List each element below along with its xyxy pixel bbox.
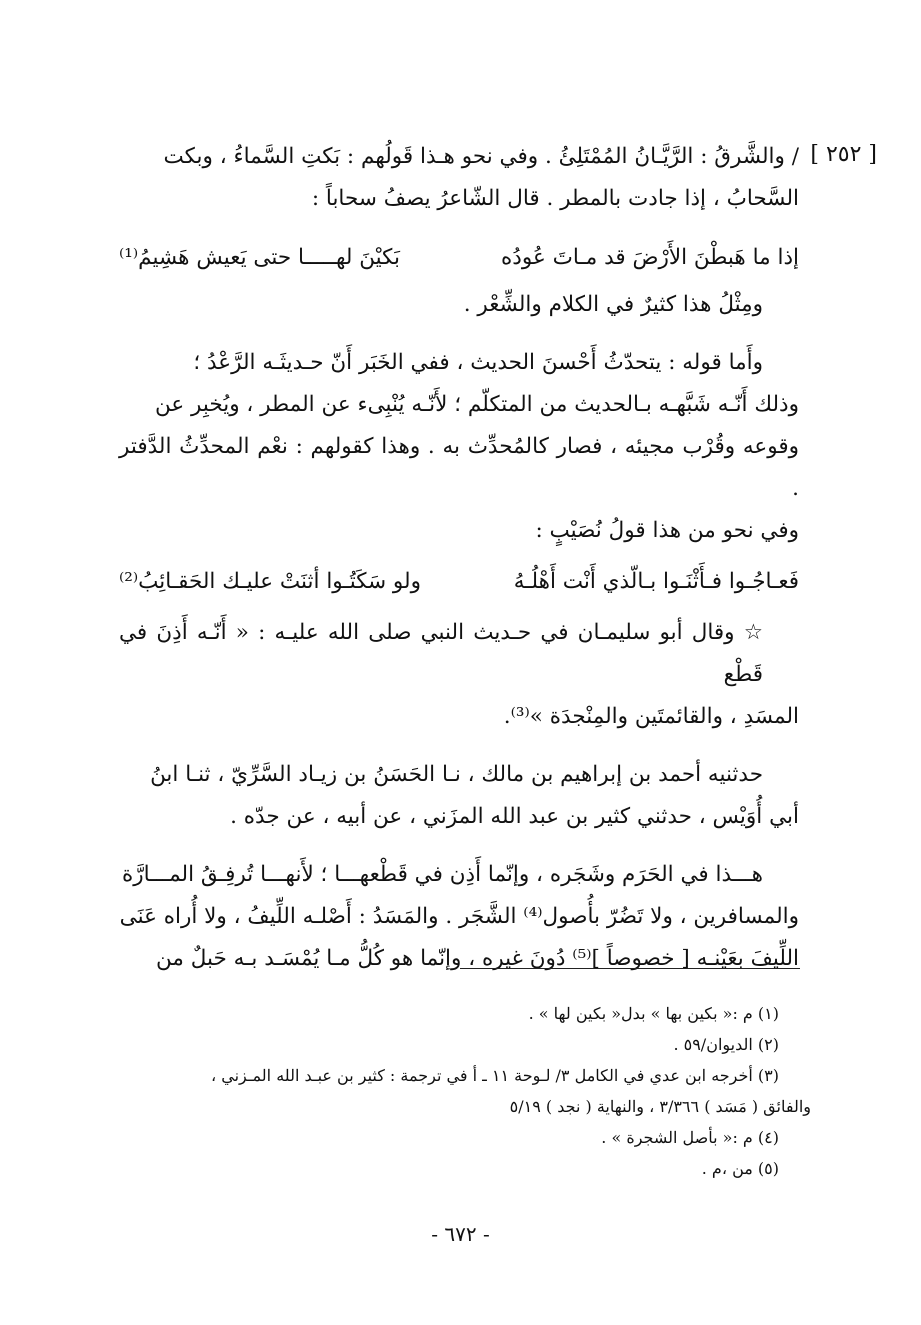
- footnote-continuation: والفائق ( مَسَد ) ٣/٣٦٦ ، والنهاية ( نجد ) ٥/١٩: [509, 1097, 811, 1116]
- original-page-marker: [ ٢٥٢ ]: [810, 142, 877, 167]
- footnote: (٤) م :« بأصل الشجرة » .: [601, 1128, 779, 1147]
- body-line: وفي نحو من هذا قولُ نُصَيْبٍ :: [535, 518, 799, 543]
- body-line: ☆ وقال أبو سليمـان في حـديث النبي صلى الله عليـه : « أَنّـه أَذِنَ في قَطْع: [119, 620, 763, 687]
- body-line: السَّحابُ ، إذا جادت بالمطر . قال الشّاعرُ يصفُ سحاباً :: [311, 186, 799, 211]
- body-line: أبي أُوَيْس ، حدثني كثير بن عبد الله المزَني ، عن أبيه ، عن جدّه .: [230, 804, 799, 829]
- body-line: هـــذا في الحَرَم وشَجَره ، وإنّما أَذِن في قَطْعهـــا ؛ لأَنهـــا تُرفِـقُ المـــارَّة: [122, 862, 763, 887]
- body-line: والمسافرين ، ولا تَضُرّ بأُصول⁽⁴⁾ الشَّجَر . والمَسَدُ : أَصْلـه اللِّيفُ ، ولا أُراه عَنَى: [119, 904, 799, 929]
- verse-second-hemistich: بَكيْنَ لهـــــا حتى يَعيش هَشِيمُ⁽¹⁾: [119, 245, 401, 270]
- verse-first-hemistich: إذا ما هَبطْنَ الأَرْضَ قد مـاتَ عُودُه: [501, 245, 799, 270]
- footnote-separator: [460, 968, 800, 969]
- footnote: (١) م :« بكين بها » بدل« بكين لها » .: [528, 1004, 779, 1023]
- verse-first-hemistich: فَعـاجُـوا فـأَثْنَـوا بـالّذي أَنْت أَهْلُـهُ: [513, 569, 799, 594]
- verse-second-hemistich: ولو سَكَتُـوا أثنَتْ عليـك الحَقـائِبُ⁽²⁾: [119, 569, 421, 594]
- body-line: / والشَّرقُ : الرَّيَّـانُ المُمْتَلِئُ . وفي نحو هـذا قَولُهم : بَكتِ السَّماءُ ، وبكت: [163, 144, 799, 169]
- poetry-verse: [119, 236, 799, 280]
- body-line: وقوعه وقُرْب مجيئه ، فصار كالمُحدِّث به . وهذا كقولهم : نعْم المحدِّثُ الدَّفتر .: [119, 434, 799, 501]
- body-line: اللِّيفَ بعَيْنـه [ خصوصاً ]⁽⁵⁾ دُونَ غيره ، وإنّما هو كُلُّ مـا يُمْسَـد بـه حَبلٌ من: [155, 946, 799, 971]
- body-line: وأَما قوله : يتحدّثُ أَحْسنَ الحديث ، ففي الخَبَر أَنّ حـديثَـه الرَّعْدُ ؛: [193, 350, 763, 375]
- footnote: (٥) من ،م .: [701, 1159, 779, 1178]
- page-number: - ٦٧٢ -: [431, 1222, 490, 1246]
- main-text: [119, 136, 799, 980]
- poetry-verse: [119, 560, 799, 604]
- footnotes: [107, 998, 811, 1184]
- body-line: وذلك أَنّـه شَبَّهـه بـالحديث من المتكلّم ؛ لأَنّـه يُنْبِىء عن المطر ، ويُخبِر عن: [154, 392, 799, 417]
- body-line: ومِثْلُ هذا كثيرٌ في الكلام والشِّعْر .: [463, 292, 763, 317]
- body-line: حدثنيه أحمد بن إبراهيم بن مالك ، نـا الحَسَنُ بن زيـاد السَّرِّيّ ، ثنـا ابنُ: [150, 762, 763, 787]
- footnote: (٢) الديوان/٥٩ .: [673, 1035, 779, 1054]
- footnote: (٣) أخرجه ابن عدي في الكامل ٣/ لـوحة ١١ ـ أ في ترجمة : كثير بن عبـد الله المـزني ،: [210, 1066, 779, 1085]
- body-line: المسَدِ ، والقائمتَين والمِنْجدَة »⁽³⁾.: [503, 704, 799, 729]
